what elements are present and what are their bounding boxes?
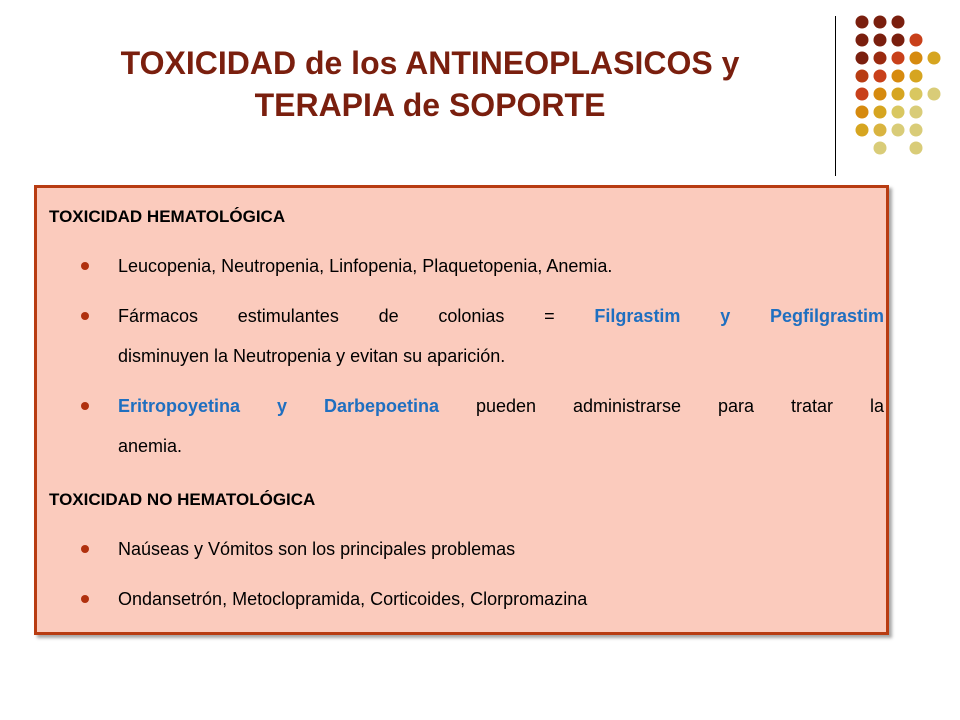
deco-dot xyxy=(892,106,905,119)
bullet-icon xyxy=(81,262,89,270)
deco-dot xyxy=(856,16,869,29)
deco-dot xyxy=(910,124,923,137)
deco-dot xyxy=(910,106,923,119)
deco-dot xyxy=(874,52,887,65)
content-box xyxy=(34,185,889,635)
deco-dot xyxy=(856,34,869,47)
deco-dot xyxy=(928,88,941,101)
bullet-text-line-1 xyxy=(118,296,884,336)
bullet-text: Leucopenia, Neutropenia, Linfopenia, Plaquetopenia, Anemia. xyxy=(118,256,613,276)
bullet-text: Fármacos estimulantes de colonias = xyxy=(118,306,595,326)
deco-dot xyxy=(874,16,887,29)
bullet-icon xyxy=(81,312,89,320)
section-heading-non-hematologic: TOXICIDAD NO HEMATOLÓGICA xyxy=(49,490,316,509)
slide-title-line-1: TOXICIDAD de los ANTINEOPLASICOS y xyxy=(120,45,740,81)
bullet-text: pueden administrarse para tratar la xyxy=(439,396,884,416)
bullet-icon xyxy=(81,595,89,603)
deco-dot xyxy=(874,142,887,155)
deco-dot xyxy=(910,52,923,65)
bullet-icon xyxy=(81,402,89,410)
bullet-item-antiemetics xyxy=(118,579,884,619)
deco-dot xyxy=(856,52,869,65)
deco-dot xyxy=(892,70,905,83)
bullet-item-nausea xyxy=(118,529,884,569)
deco-dot xyxy=(874,124,887,137)
deco-dot xyxy=(874,106,887,119)
deco-dot xyxy=(928,52,941,65)
deco-dot xyxy=(856,124,869,137)
vertical-divider xyxy=(835,16,836,176)
deco-dot xyxy=(892,34,905,47)
deco-dot xyxy=(892,16,905,29)
deco-dot xyxy=(910,88,923,101)
deco-dot xyxy=(874,88,887,101)
deco-dot xyxy=(856,70,869,83)
bullet-item-cytopenias xyxy=(118,246,884,286)
bullet-text: Ondansetrón, Metoclopramida, Corticoides, Clorpromazina xyxy=(118,589,588,609)
deco-dot xyxy=(874,70,887,83)
slide-title-line-2: TERAPIA de SOPORTE xyxy=(254,87,606,123)
dot-grid-icon xyxy=(0,0,960,180)
section-heading-hematologic: TOXICIDAD HEMATOLÓGICA xyxy=(49,207,286,226)
bullet-item-colony-stimulants xyxy=(118,296,884,376)
deco-dot xyxy=(892,88,905,101)
bullet-item-erythropoietin xyxy=(118,386,884,466)
deco-dot xyxy=(910,142,923,155)
deco-dot xyxy=(874,34,887,47)
bullet-text: Naúseas y Vómitos son los principales problemas xyxy=(118,539,516,559)
highlighted-drug-names: Filgrastim y Pegfilgrastim xyxy=(594,306,884,326)
bullet-text-line-2: disminuyen la Neutropenia y evitan su aparición. xyxy=(118,346,506,366)
bullet-icon xyxy=(81,545,89,553)
deco-dot xyxy=(892,52,905,65)
bullet-text-line-2: anemia. xyxy=(118,436,183,456)
deco-dot xyxy=(910,34,923,47)
highlighted-drug-names: Eritropoyetina y Darbepoetina xyxy=(118,396,439,416)
bullet-text-line-1 xyxy=(118,386,884,426)
deco-dot xyxy=(892,124,905,137)
deco-dot xyxy=(856,88,869,101)
deco-dot xyxy=(856,106,869,119)
deco-dot xyxy=(910,70,923,83)
